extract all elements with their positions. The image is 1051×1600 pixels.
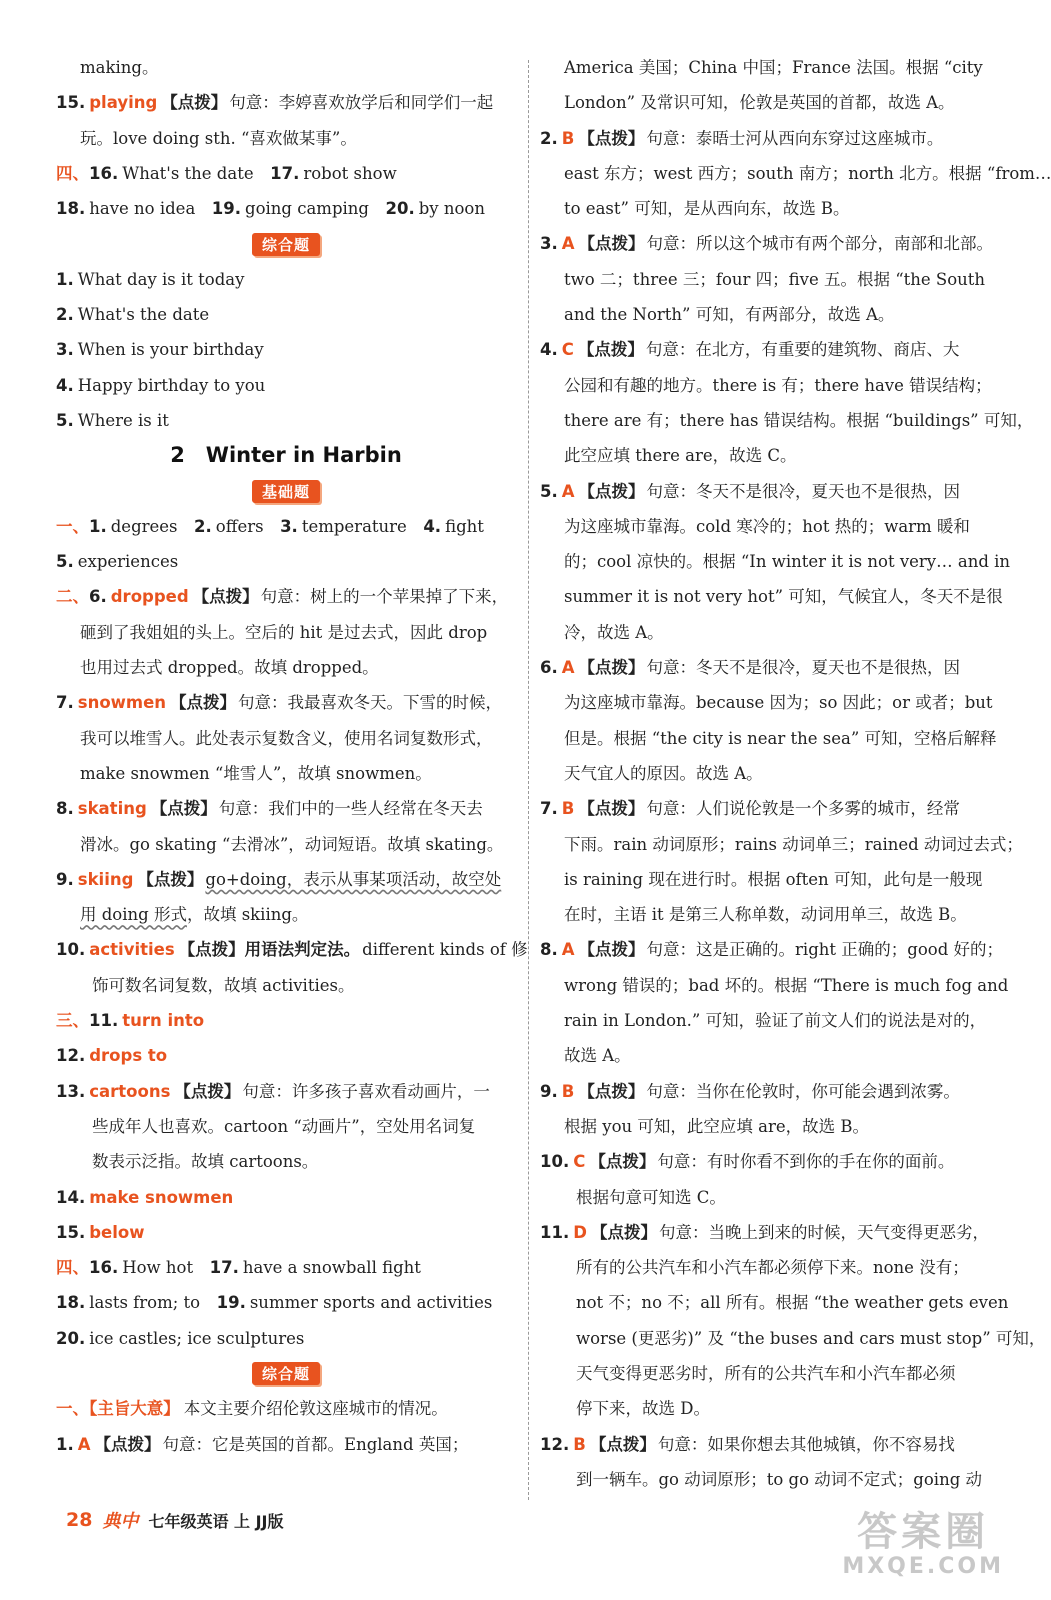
hint-tag: 【点拨】 [590,1222,657,1242]
line-text: not 不；no 不；all 所有。根据 “the weather gets even [576,1293,1009,1313]
hint-tag: 【点拨】 [94,1434,161,1454]
text-line [56,403,516,438]
item-number: 1. [56,1434,74,1454]
item-number: 13. [56,1081,86,1101]
line-text: offers [215,516,281,536]
line-text: 玩。love doing sth. “喜欢做某事”。 [80,128,357,148]
line-text: lasts from; to [89,1293,217,1313]
answer: turn into [122,1011,205,1031]
line-text: making。 [80,58,159,77]
line-text: robot show [303,163,397,183]
text-line [56,332,516,367]
section-number: 二、 [56,587,89,607]
text-line [540,121,990,156]
answer: B [561,799,575,819]
text-line [540,1462,990,1497]
text-line [56,1391,516,1426]
text-line [56,897,516,932]
answer: make snowmen [89,1187,234,1207]
text-line [540,1003,990,1038]
text-line [56,1427,516,1462]
text-line [540,685,993,720]
line-text: have no idea [89,199,212,219]
text-line [540,968,1009,1003]
item-number: 14. [56,1187,86,1207]
line-text: What's the date [77,305,210,325]
answer: snowmen [77,693,167,713]
text-line [540,1074,990,1109]
text-line [540,544,1011,579]
text-line [56,685,516,720]
line-text: experiences [77,552,179,572]
item-number: 5. [56,552,74,572]
text-line [540,1144,990,1179]
left-column [56,50,528,1462]
text-line [56,1074,516,1109]
text-line [540,332,990,367]
item-number: 15. [56,93,86,113]
text-line [540,791,990,826]
item-number: 10. [540,1152,570,1172]
hint-tag: 【点拨】 [578,128,645,148]
answer: playing [89,93,158,113]
text-line [56,1180,516,1215]
text-line [540,897,990,932]
text-line [56,756,516,791]
line-text: 句意：我们中的一些人经常在冬天去 [218,799,483,819]
line-text: temperature [301,516,424,536]
line-text: two 二；three 三；four 四；five 五。根据 “the South [564,269,986,289]
text-line [56,1003,516,1038]
line-text: ice castles; ice sculptures [89,1328,305,1348]
item-number: 20. [56,1328,86,1348]
line-text: 饰可数名词复数，故填 activities。 [92,975,355,995]
text-line [56,509,516,544]
section-number: 四、 [56,1258,89,1278]
line-text: 些成年人也喜欢。cartoon “动画片”，空处用名词复 [92,1116,476,1136]
text-line [56,932,528,967]
line-text: 砸到了我姐姐的头上。空后的 hit 是过去式，因此 drop [80,622,488,642]
section-number: 一、 [56,1399,89,1419]
answer: skiing [77,869,134,889]
text-line [56,262,516,297]
hint-tag: 【点拨】 [150,799,217,819]
item-number: 2. [194,516,212,536]
text-line [56,1285,516,1320]
line-text: 句意：李婷喜欢放学后和同学们一起 [229,93,494,113]
item-number: 12. [540,1434,570,1454]
item-number: 9. [540,1081,558,1101]
line-text: 根据 you 可知，此空应填 are，故选 B。 [564,1116,869,1136]
item-number: 3. [280,516,298,536]
item-number: 3. [56,340,74,360]
line-text: 所有的公共汽车和小汽车都必须停下来。none 没有； [576,1258,969,1278]
text-line [540,474,990,509]
line-text: 句意：当晚上到来的时候，天气变得更恶劣， [658,1222,989,1242]
text-line [540,827,1023,862]
text-line [540,262,990,297]
line-text: 公园和有趣的地方。there is 有；there have 错误结构； [564,375,992,395]
text-line [540,1391,990,1426]
line-text: 数表示泛指。故填 cartoons。 [92,1152,319,1172]
answer: drops to [89,1046,168,1066]
answer: B [561,1081,575,1101]
answer: dropped [110,587,189,607]
item-number: 1. [89,516,107,536]
text-line [56,368,516,403]
answer: C [573,1152,586,1172]
text-line [56,968,516,1003]
item-number: 1. [56,269,74,289]
watermark [842,1510,1004,1579]
line-text: 停下来，故选 D。 [576,1399,710,1419]
page-footer [66,1505,284,1535]
line-text: 句意：人们说伦敦是一个多雾的城市，经常 [646,799,960,819]
brand-logo: 典中 [102,1511,139,1532]
line-text: to east” 可知，是从西向东，故选 B。 [564,199,850,219]
text-line [56,1109,516,1144]
item-number: 15. [56,1222,86,1242]
hint-tag: 【点拨】 [192,587,259,607]
line-text: wrong 错误的；bad 坏的。根据 “There is much fog and [564,975,1009,995]
text-line [540,756,990,791]
text-line [540,191,990,226]
line-text: and the North” 可知，有两部分，故选 A。 [564,305,895,325]
answer: A [561,481,575,501]
book-title: 七年级英语 上 JJ版 [148,1511,284,1531]
line-text: 句意：我最喜欢冬天。下雪的时候， [238,693,503,713]
line-text: What day is it today [77,269,245,289]
line-text: summer it is not very hot” 可知，气候宜人，冬天不是很 [564,587,1003,607]
text-line [540,650,990,685]
answer: A [561,658,575,678]
item-number: 12. [56,1046,86,1066]
item-number: 5. [540,481,558,501]
item-number: 8. [56,799,74,819]
text-line [56,827,516,862]
item-number: 6. [89,587,107,607]
text-line [540,1427,990,1462]
item-number: 2. [56,305,74,325]
item-number: 11. [89,1011,119,1031]
text-line [540,1038,990,1073]
watermark-logo: 答案圈 [857,1509,990,1555]
hint-tag: 【点拨】 [161,93,228,113]
line-text: fight [445,516,484,536]
line-text: going camping [245,199,386,219]
text-line [56,1144,516,1179]
line-text: 滑冰。go skating “去滑冰”，动词短语。故填 skating。 [80,834,504,854]
text-line [56,191,516,226]
text-line [540,1109,990,1144]
line-text: summer sports and activities [249,1293,493,1313]
text-line [56,297,516,332]
line-text: When is your birthday [77,340,264,360]
hint-tag: 【点拨】 [578,481,645,501]
item-number: 4. [56,375,74,395]
hint-tag: 【点拨】 [137,869,204,889]
text-line [540,1215,990,1250]
unit-title: 2 Winter in Harbin [170,443,402,468]
underlined-note: 用 doing 形式 [80,905,187,925]
line-text: 句意：在北方，有重要的建筑物、商店、大 [645,340,960,360]
answer: A [561,234,575,254]
line-text: 本文主要介绍伦敦这座城市的情况。 [183,1399,448,1419]
answer: 【主旨大意】 [89,1399,180,1419]
text-line [540,226,994,261]
text-line [56,615,516,650]
item-number: 18. [56,199,86,219]
line-text: 冷，故选 A。 [564,622,664,642]
line-text: 句意：这是正确的。right 正确的；good 好的； [646,940,1003,960]
answer: C [561,340,574,360]
line-text: America 美国；China 中国；France 法国。根据 “city [564,58,983,77]
item-number: 16. [89,163,119,183]
item-number: 20. [385,199,415,219]
line-text: 到一辆车。go 动词原形；to go 动词不定式；going 动 [576,1469,982,1489]
answer: B [573,1434,586,1454]
line-text: different kinds of 修 [362,940,528,960]
hint-tag: 【点拨】 [578,1081,645,1101]
line-text: have a snowball fight [242,1258,421,1278]
section-number: 三、 [56,1011,89,1031]
watermark-text: MXQE.COM [842,1554,1004,1579]
line-text: degrees [110,516,195,536]
section-number: 一、 [56,516,89,536]
answer: below [89,1222,145,1242]
answer: D [573,1222,587,1242]
section-badge: 综合题 [252,233,320,256]
item-number: 6. [540,658,558,678]
hint-tag: 【点拨】用语法判定法。 [178,940,361,960]
line-text: 此空应填 there are，故选 C。 [564,446,797,466]
text-line [540,1180,990,1215]
text-line [56,1215,516,1250]
section-header [56,226,516,261]
item-number: 7. [56,693,74,713]
line-text: 在时，主语 it 是第三人称单数，动词用单三，故选 B。 [564,905,967,925]
line-text: 我可以堆雪人。此处表示复数含义，使用名词复数形式， [80,728,493,748]
text-line [56,650,516,685]
line-text: How hot [122,1258,210,1278]
line-text: worse (更恶劣)” 及 “the buses and cars must stop” 可知， [576,1328,1046,1348]
text-line [56,862,516,897]
right-column [540,50,1051,1497]
line-text: 也用过去式 dropped。故填 dropped。 [80,658,379,678]
section-header [56,1356,516,1391]
line-text: by noon [418,199,485,219]
line-text: 的；cool 凉快的。根据 “In winter it is not very… and in [564,552,1011,572]
text-line [56,1250,516,1285]
answer: cartoons [89,1081,171,1101]
hint-tag: 【点拨】 [578,658,645,678]
line-text: 故选 A。 [564,1046,631,1066]
text-line [540,403,1034,438]
text-line [56,156,516,191]
text-line [540,932,1003,967]
text-line [56,1321,516,1356]
line-text: 句意：有时你看不到你的手在你的面前。 [657,1152,955,1172]
item-number: 11. [540,1222,570,1242]
text-line [540,862,990,897]
hint-tag: 【点拨】 [578,940,645,960]
text-line [540,509,990,544]
text-line [56,121,516,156]
hint-tag: 【点拨】 [578,799,645,819]
text-line [540,1356,990,1391]
line-text: rain in London.” 可知，验证了前文人们的说法是对的， [564,1011,987,1031]
section-header [56,474,516,509]
line-text: 但是。根据 “the city is near the sea” 可知，空格后解释 [564,728,997,748]
line-text: 下雨。rain 动词原形；rains 动词单三；rained 动词过去式； [564,834,1023,854]
text-line [56,85,516,120]
line-text: 句意：所以这个城市有两个部分，南部和北部。 [646,234,994,254]
section-number: 四、 [56,163,89,183]
item-number: 19. [211,199,242,219]
column-divider [528,60,529,1500]
text-line [540,1285,1009,1320]
line-text: ，故填 skiing。 [186,905,309,925]
text-line [56,579,516,614]
answer: activities [89,940,175,960]
item-number: 3. [540,234,558,254]
section-badge: 基础题 [252,480,320,503]
text-line [540,615,990,650]
text-line [540,85,990,120]
line-text: 句意：泰晤士河从西向东穿过这座城市。 [646,128,944,148]
line-text: 句意：许多孩子喜欢看动画片，一 [242,1081,490,1101]
line-text: 句意：它是英国的首都。England 英国； [162,1434,469,1454]
line-text: 为这座城市靠海。cold 寒冷的；hot 热的；warm 暖和 [564,516,970,536]
text-line [56,1038,516,1073]
line-text: 句意：冬天不是很冷，夏天也不是很热，因 [646,481,961,501]
item-number: 7. [540,799,558,819]
line-text: 句意：如果你想去其他城镇，你不容易找 [657,1434,955,1454]
line-text: 天气宜人的原因。故选 A。 [564,763,763,783]
text-line [56,791,516,826]
item-number: 4. [540,340,558,360]
item-number: 4. [423,516,442,536]
line-text: London” 及常识可知，伦敦是英国的首都，故选 A。 [564,93,955,113]
line-text: make snowmen “堆雪人”，故填 snowmen。 [80,763,432,783]
hint-tag: 【点拨】 [577,340,644,360]
line-text: there are 有；there has 错误结构。根据 “buildings” 可知， [564,410,1034,430]
text-line [540,579,1003,614]
underlined-note: go+doing，表示从事某项活动，故空处 [205,869,502,889]
item-number: 17. [209,1258,239,1278]
text-line [56,544,516,579]
line-text: 句意：冬天不是很冷，夏天也不是很热，因 [646,658,961,678]
text-line [540,721,997,756]
line-text: What's the date [122,163,271,183]
line-text: Where is it [77,410,169,430]
hint-tag: 【点拨】 [589,1152,656,1172]
hint-tag: 【点拨】 [589,1434,656,1454]
text-line [540,156,1051,191]
answer: A [77,1434,91,1454]
section-badge: 综合题 [252,1362,320,1385]
answer: A [561,940,575,960]
line-text: 句意：当你在伦敦时，你可能会遇到浓雾。 [646,1081,960,1101]
item-number: 19. [216,1293,246,1313]
page-number: 28 [66,1509,93,1531]
text-line [540,50,990,85]
text-line [56,721,516,756]
hint-tag: 【点拨】 [578,234,645,254]
answer: skating [77,799,147,819]
text-line [540,1321,1046,1356]
line-text: 句意：树上的一个苹果掉了下来， [260,587,509,607]
answer: B [561,128,575,148]
line-text: Happy birthday to you [77,375,266,395]
item-number: 16. [89,1258,119,1278]
line-text: east 东方；west 西方；south 南方；north 北方。根据 “from… [564,163,1051,183]
line-text: 天气变得更恶劣时，所有的公共汽车和小汽车都必须 [576,1363,956,1383]
item-number: 18. [56,1293,86,1313]
item-number: 10. [56,940,86,960]
item-number: 9. [56,869,74,889]
text-line [540,297,990,332]
text-line [56,50,516,85]
text-line [540,1250,990,1285]
line-text: 为这座城市靠海。because 因为；so 因此；or 或者；but [564,693,993,713]
line-text: is raining 现在进行时。根据 often 可知，此句是一般现 [564,869,983,889]
text-line [540,368,990,403]
item-number: 17. [270,163,300,183]
item-number: 2. [540,128,558,148]
item-number: 5. [56,410,74,430]
hint-tag: 【点拨】 [170,693,237,713]
text-line [540,438,990,473]
line-text: 根据句意可知选 C。 [576,1187,726,1207]
item-number: 8. [540,940,558,960]
hint-tag: 【点拨】 [174,1081,241,1101]
